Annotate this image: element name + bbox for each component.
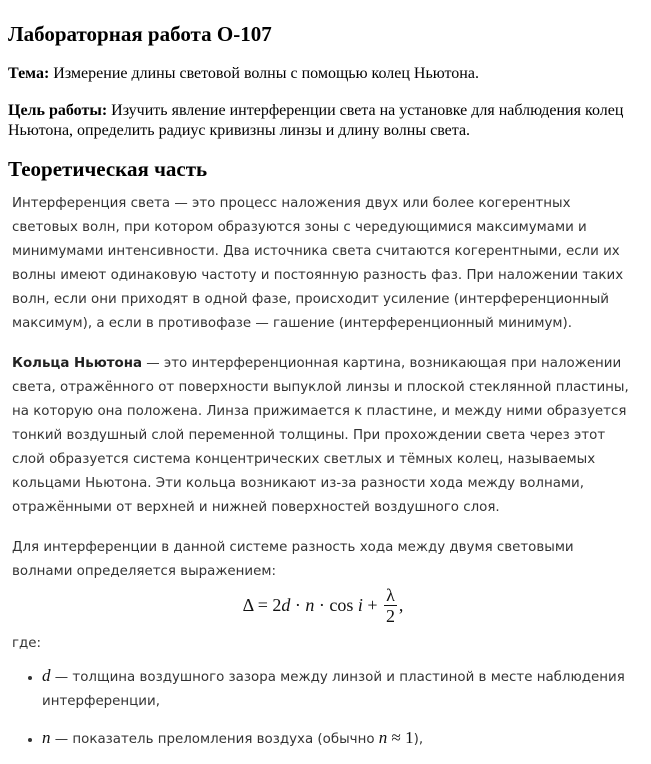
fraction-denominator: 2 <box>385 605 395 626</box>
paragraph-path-difference: Для интерференции в данной системе разность хода между двумя световыми волнами определяется выражением: <box>12 540 574 579</box>
section-title: Теоретическая часть <box>8 157 208 181</box>
paragraph-newton-rings <box>12 352 634 520</box>
item-end: ), <box>413 732 424 747</box>
symbol-d: d <box>42 666 51 685</box>
formula-lhs: Δ = 2 <box>242 595 282 615</box>
goal-label: Цель работы: <box>8 102 108 119</box>
where-label: где: <box>12 636 42 651</box>
topic <box>8 64 638 84</box>
formula-dot: · <box>290 595 306 615</box>
item-text: — толщина воздушного зазора между линзой и пластиной в месте наблюдения интерференции, <box>42 670 625 709</box>
formula-d: d <box>281 595 291 615</box>
paragraph-interference: Интерференция света — это процесс наложения двух или более когерентных световых волн, при котором образуются зоны с чередующимися максимумами и минимумами интенсивности. Два источника света считаются когерентными, если их волны имеют одинаковую частоту и постоянную разность фаз. При наложении таких волн, если они приходят в одной фазе, происходит усиление (интерференционный максимум), а если в противофазе — гашение (интерференционный минимум). <box>12 196 624 331</box>
topic-label: Тема: <box>8 65 50 82</box>
goal-text: Изучить явление интерференции света на установке для наблюдения колец Ньютона, определить радиус кривизны линзы и длину волны света. <box>8 102 624 139</box>
topic-text: Измерение длины световой волны с помощью колец Ньютона. <box>53 65 479 82</box>
newton-rings-text: — это интерференционная картина, возникающая при наложении света, отражённого от поверхности выпуклой линзы и плоской стеклянной пластины, на которую она положена. Линза прижимается к пластине, и между ними образуется тонкий воздушный слой переменной толщины. При прохождении света через этот слой образуется система концентрических светлых и тёмных колец, называемых кольцами Ньютона. Эти кольца возникают из-за разности хода между волнами, отражёнными от верхней и нижней поверхностей воздушного слоя. <box>12 356 629 515</box>
variable-list <box>12 664 634 752</box>
formula-fraction <box>384 585 397 626</box>
theory-body <box>12 192 634 764</box>
formula <box>12 580 634 630</box>
goal <box>8 101 638 141</box>
fraction-numerator: λ <box>386 584 395 605</box>
formula-i: i <box>357 595 363 615</box>
item-text: — показатель преломления воздуха (обычно <box>50 732 379 747</box>
list-item <box>42 664 634 714</box>
newton-rings-term: Кольца Ньютона <box>12 356 142 371</box>
approx-value: ≈ 1 <box>387 728 414 747</box>
page-title: Лабораторная работа О-107 <box>8 22 272 46</box>
symbol-n: n <box>378 728 388 747</box>
list-item <box>42 726 634 752</box>
formula-plus: + <box>362 595 383 615</box>
symbol-n: n <box>42 728 51 747</box>
formula-n: n <box>305 595 315 615</box>
formula-cos: · cos <box>314 595 358 615</box>
formula-comma: , <box>398 595 404 615</box>
